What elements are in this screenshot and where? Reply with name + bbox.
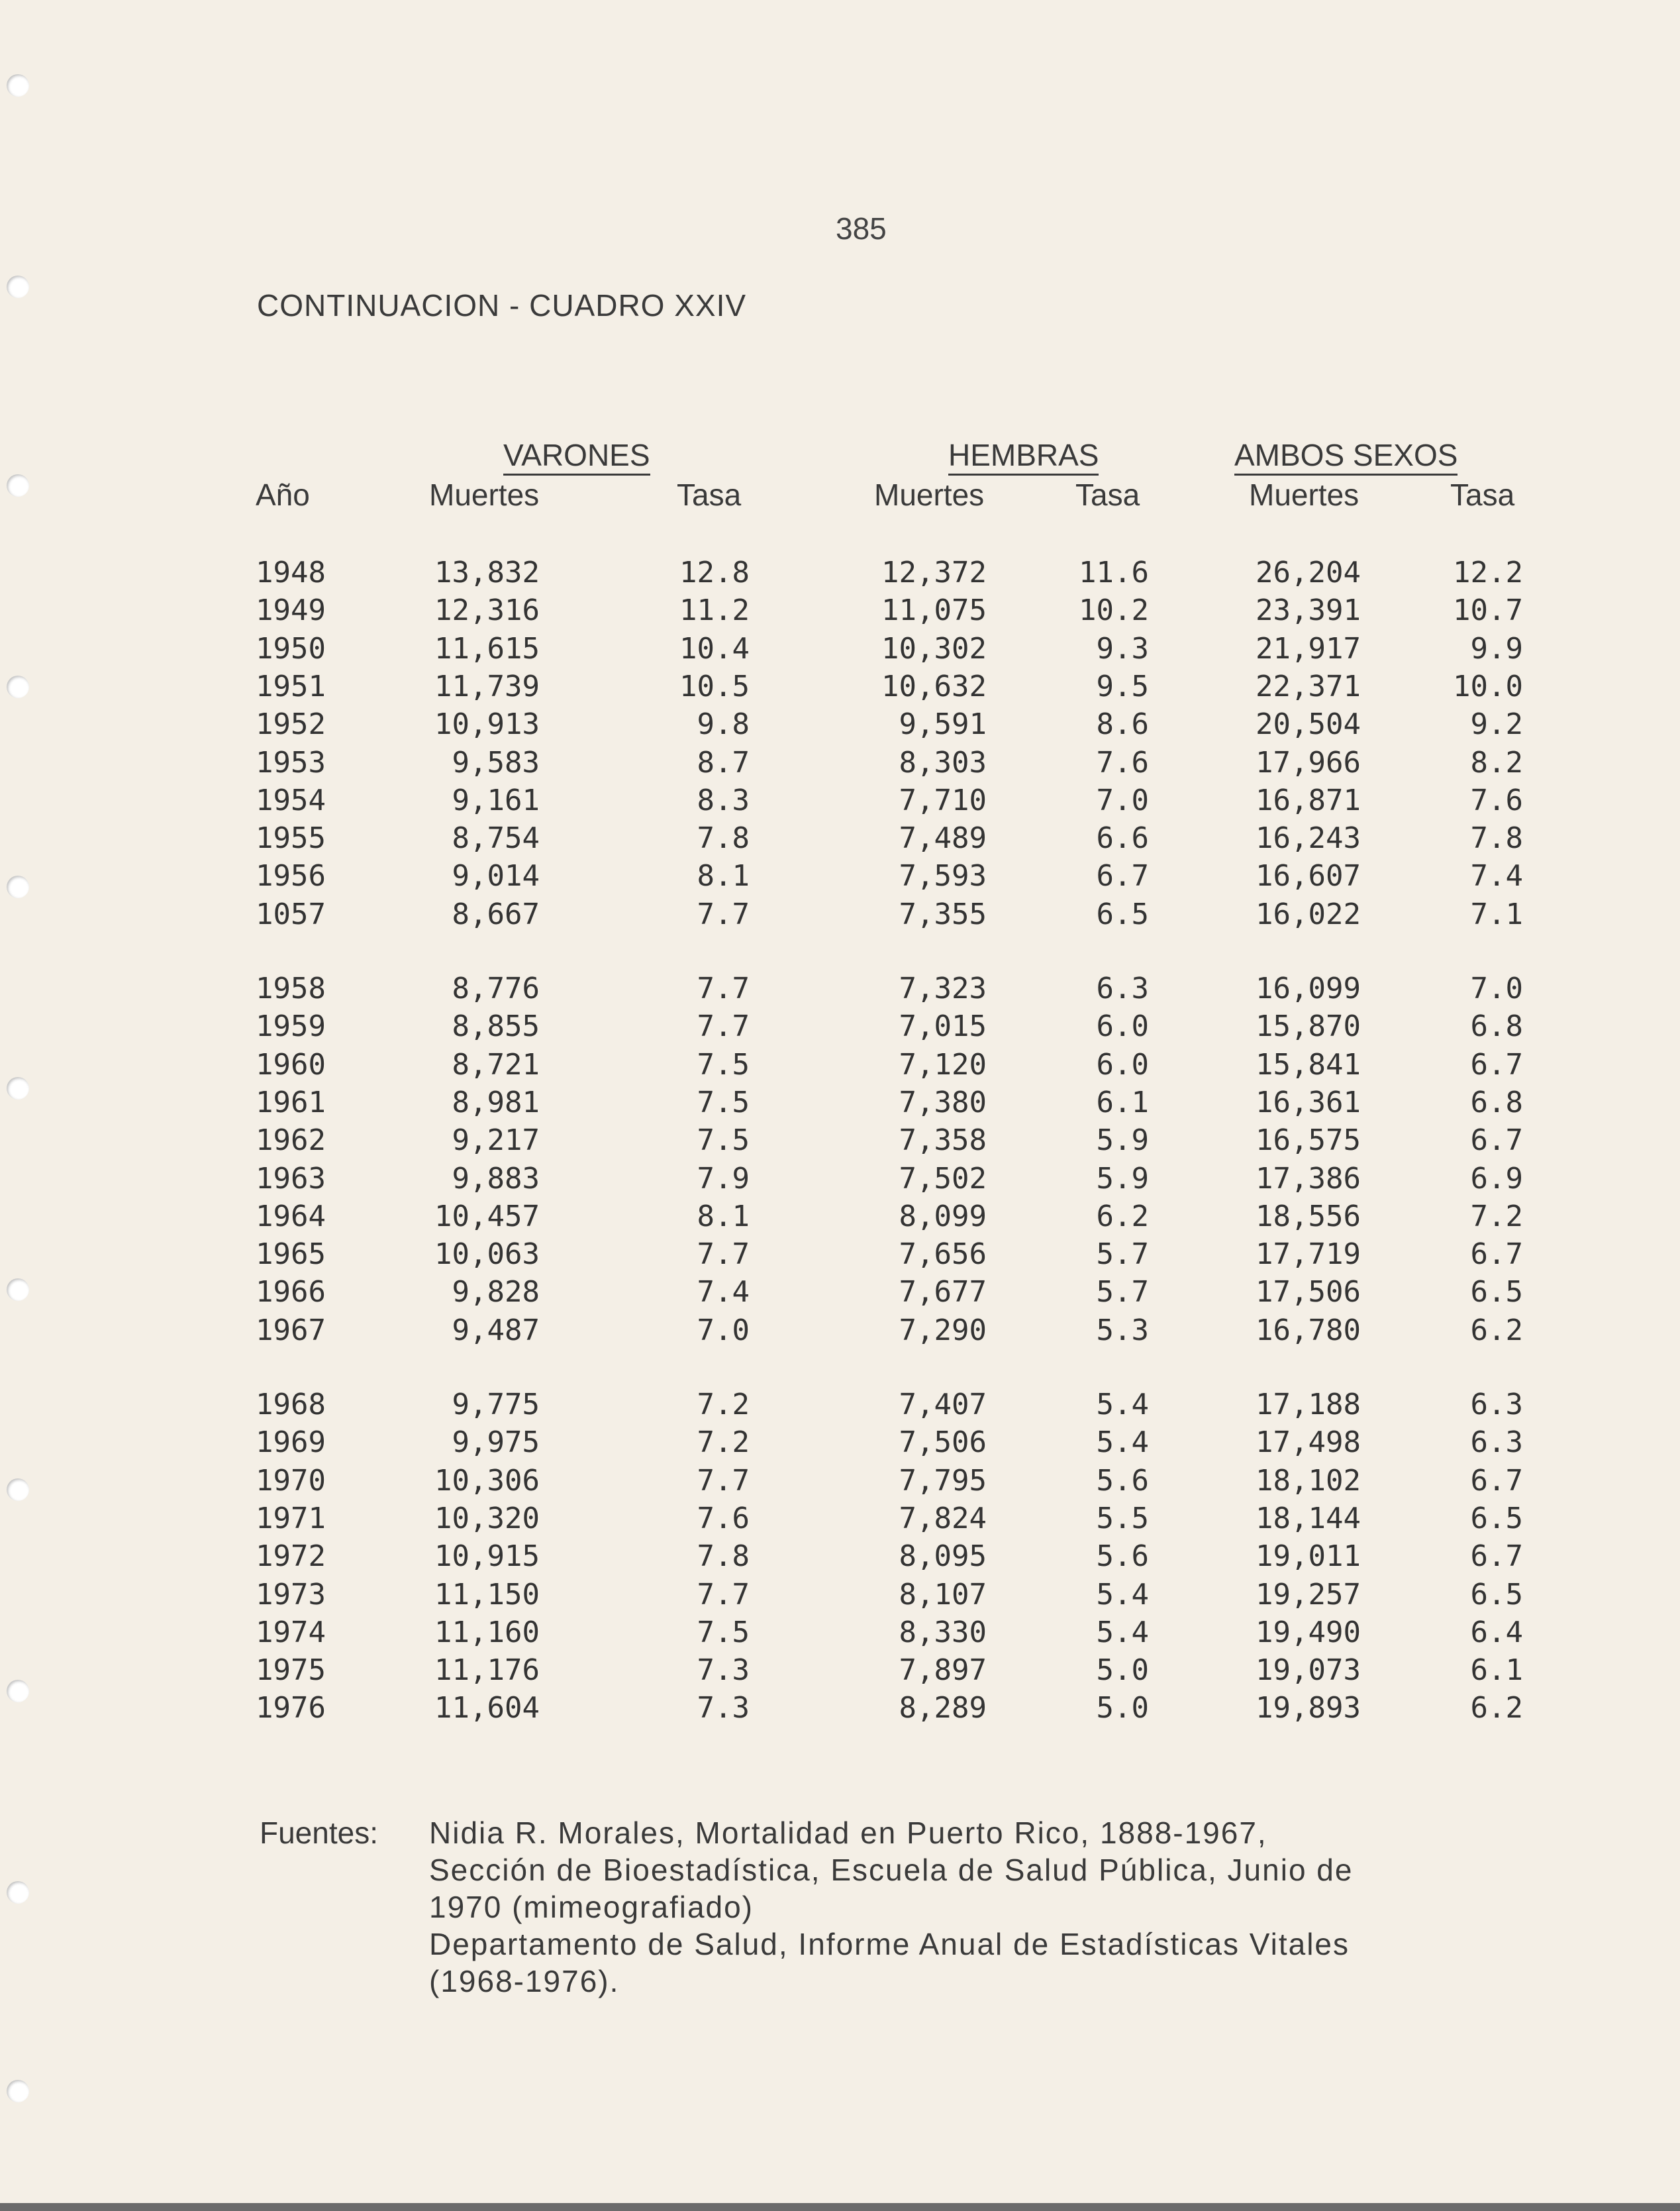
- varones-muertes-cell: 10,913: [434, 707, 540, 742]
- source-line: (1968-1976).: [429, 1964, 620, 1998]
- sources-label: Fuentes:: [260, 1816, 378, 1850]
- varones-tasa-cell: 7.7: [697, 972, 750, 1005]
- ambos-tasa-cell: 10.7: [1453, 593, 1523, 628]
- varones-tasa-cell: 7.4: [697, 1275, 750, 1310]
- varones-muertes-cell: 9,014: [452, 859, 540, 894]
- year-cell: 1962: [256, 1123, 326, 1158]
- ambos-muertes-cell: 22,371: [1256, 669, 1361, 703]
- varones-tasa-cell: 7.5: [697, 1123, 750, 1158]
- ambos-muertes-cell: 23,391: [1256, 593, 1361, 628]
- ambos-tasa-cell: 6.7: [1470, 1463, 1523, 1498]
- hembras-muertes-cell: 7,593: [899, 859, 987, 894]
- varones-muertes-cell: 11,150: [434, 1577, 540, 1612]
- ambos-muertes-cell: 16,361: [1256, 1085, 1361, 1119]
- page-bottom-edge: [0, 2203, 1680, 2211]
- varones-tasa-cell: 7.8: [697, 821, 750, 856]
- hembras-tasa-cell: 6.5: [1096, 897, 1149, 931]
- varones-muertes-cell: 9,583: [452, 745, 540, 780]
- ambos-tasa-cell: 6.2: [1470, 1313, 1523, 1347]
- hembras-tasa-cell: 6.0: [1096, 1047, 1149, 1082]
- binder-hole: [7, 2080, 29, 2102]
- varones-tasa-cell: 7.3: [697, 1691, 750, 1725]
- hembras-muertes-cell: 7,120: [899, 1047, 987, 1082]
- varones-muertes-cell: 11,176: [434, 1653, 540, 1688]
- varones-tasa-cell: 7.9: [697, 1161, 750, 1196]
- year-cell: 1970: [256, 1463, 326, 1498]
- column-header-year: Año: [256, 478, 310, 512]
- ambos-muertes-cell: 19,257: [1256, 1577, 1361, 1612]
- table-row: [0, 782, 1680, 820]
- column-header-varones-tasa: Tasa: [677, 478, 742, 512]
- varones-tasa-cell: 9.8: [697, 707, 750, 742]
- hembras-tasa-cell: 11.6: [1079, 556, 1149, 590]
- table-row: [0, 896, 1680, 934]
- varones-muertes-cell: 9,883: [452, 1161, 540, 1196]
- group-header-hembras: [948, 437, 1099, 473]
- group-header-ambos: [1234, 437, 1458, 473]
- varones-tasa-cell: 7.6: [697, 1501, 750, 1535]
- ambos-muertes-cell: 18,144: [1256, 1501, 1361, 1535]
- year-cell: 1955: [256, 821, 326, 856]
- varones-tasa-cell: 7.2: [697, 1425, 750, 1460]
- binder-hole: [7, 276, 29, 298]
- year-cell: 1973: [256, 1577, 326, 1612]
- hembras-tasa-cell: 5.4: [1096, 1577, 1149, 1612]
- varones-tasa-cell: 8.7: [697, 745, 750, 780]
- ambos-tasa-cell: 6.7: [1470, 1539, 1523, 1574]
- varones-tasa-cell: 7.2: [697, 1388, 750, 1421]
- hembras-muertes-cell: 8,107: [899, 1577, 987, 1612]
- varones-muertes-cell: 9,828: [452, 1275, 540, 1310]
- year-cell: 1965: [256, 1237, 326, 1272]
- group-header-ambos-label: AMBOS SEXOS: [1234, 438, 1458, 472]
- ambos-muertes-cell: 17,188: [1256, 1388, 1361, 1421]
- varones-muertes-cell: 9,975: [452, 1425, 540, 1460]
- hembras-tasa-cell: 9.5: [1096, 669, 1149, 703]
- year-cell: 1960: [256, 1047, 326, 1082]
- ambos-tasa-cell: 7.2: [1470, 1199, 1523, 1233]
- ambos-muertes-cell: 16,099: [1256, 972, 1361, 1005]
- ambos-muertes-cell: 16,871: [1256, 783, 1361, 817]
- year-cell: 1949: [256, 593, 326, 628]
- hembras-tasa-cell: 5.0: [1096, 1653, 1149, 1688]
- ambos-muertes-cell: 19,073: [1256, 1653, 1361, 1688]
- table-row: [0, 705, 1680, 744]
- table-row: [0, 1386, 1680, 1424]
- table-row: [0, 1500, 1680, 1538]
- varones-tasa-cell: 10.5: [679, 669, 750, 703]
- hembras-tasa-cell: 6.2: [1096, 1199, 1149, 1233]
- hembras-muertes-cell: 12,372: [881, 556, 987, 590]
- ambos-tasa-cell: 7.0: [1470, 972, 1523, 1005]
- hembras-tasa-cell: 6.1: [1096, 1085, 1149, 1119]
- varones-tasa-cell: 7.7: [697, 1237, 750, 1272]
- varones-muertes-cell: 11,615: [434, 631, 540, 666]
- hembras-muertes-cell: 8,095: [899, 1539, 987, 1574]
- ambos-muertes-cell: 16,022: [1256, 897, 1361, 931]
- ambos-muertes-cell: 20,504: [1256, 707, 1361, 742]
- ambos-muertes-cell: 16,607: [1256, 859, 1361, 894]
- table-row: [0, 1121, 1680, 1160]
- ambos-muertes-cell: 15,870: [1256, 1009, 1361, 1044]
- table-row: [0, 1311, 1680, 1350]
- hembras-tasa-cell: 5.9: [1096, 1123, 1149, 1158]
- table-row: [0, 591, 1680, 630]
- ambos-tasa-cell: 6.7: [1470, 1123, 1523, 1158]
- year-cell: 1961: [256, 1085, 326, 1119]
- group-header-varones: [503, 437, 650, 473]
- varones-muertes-cell: 12,316: [434, 593, 540, 628]
- varones-muertes-cell: 8,667: [452, 897, 540, 931]
- varones-muertes-cell: 10,457: [434, 1199, 540, 1233]
- ambos-muertes-cell: 26,204: [1256, 556, 1361, 590]
- year-cell: 1953: [256, 745, 326, 780]
- ambos-tasa-cell: 6.3: [1470, 1425, 1523, 1460]
- varones-muertes-cell: 10,320: [434, 1501, 540, 1535]
- ambos-tasa-cell: 10.0: [1453, 669, 1523, 703]
- binder-hole: [7, 474, 29, 497]
- ambos-tasa-cell: 6.1: [1470, 1653, 1523, 1688]
- varones-tasa-cell: 8.1: [697, 859, 750, 894]
- hembras-tasa-cell: 6.6: [1096, 821, 1149, 856]
- source-line: 1970 (mimeografiado): [429, 1890, 754, 1924]
- hembras-muertes-cell: 8,289: [899, 1691, 987, 1725]
- varones-tasa-cell: 7.7: [697, 1577, 750, 1612]
- varones-muertes-cell: 8,981: [452, 1085, 540, 1119]
- varones-muertes-cell: 8,855: [452, 1009, 540, 1044]
- varones-tasa-cell: 7.7: [697, 897, 750, 931]
- year-cell: 1959: [256, 1009, 326, 1044]
- table-row: [0, 1273, 1680, 1311]
- year-cell: 1954: [256, 783, 326, 817]
- varones-tasa-cell: 7.7: [697, 1009, 750, 1044]
- source-line: Nidia R. Morales, Mortalidad en Puerto Rico, 1888-1967,: [429, 1816, 1267, 1850]
- ambos-tasa-cell: 7.8: [1470, 821, 1523, 856]
- year-cell: 1975: [256, 1653, 326, 1688]
- varones-tasa-cell: 7.7: [697, 1463, 750, 1498]
- ambos-muertes-cell: 18,102: [1256, 1463, 1361, 1498]
- hembras-muertes-cell: 8,099: [899, 1199, 987, 1233]
- hembras-tasa-cell: 5.7: [1096, 1275, 1149, 1310]
- table-row: [0, 1235, 1680, 1274]
- hembras-tasa-cell: 5.3: [1096, 1313, 1149, 1347]
- year-cell: 1966: [256, 1275, 326, 1310]
- ambos-tasa-cell: 6.8: [1470, 1009, 1523, 1044]
- year-cell: 1974: [256, 1615, 326, 1649]
- ambos-muertes-cell: 17,498: [1256, 1425, 1361, 1460]
- hembras-muertes-cell: 7,677: [899, 1275, 987, 1310]
- year-cell: 1969: [256, 1425, 326, 1460]
- hembras-muertes-cell: 8,330: [899, 1615, 987, 1649]
- year-cell: 1968: [256, 1388, 326, 1421]
- ambos-muertes-cell: 16,243: [1256, 821, 1361, 856]
- hembras-tasa-cell: 9.3: [1096, 631, 1149, 666]
- ambos-tasa-cell: 12.2: [1453, 556, 1523, 590]
- hembras-muertes-cell: 7,656: [899, 1237, 987, 1272]
- page-number: 385: [836, 211, 887, 246]
- year-cell: 1057: [256, 897, 326, 931]
- group-header-hembras-label: HEMBRAS: [948, 438, 1099, 472]
- year-cell: 1964: [256, 1199, 326, 1233]
- table-row: [0, 1423, 1680, 1462]
- ambos-tasa-cell: 6.7: [1470, 1047, 1523, 1082]
- underline: [503, 474, 650, 476]
- group-header-varones-label: VARONES: [503, 438, 650, 472]
- ambos-tasa-cell: 6.7: [1470, 1237, 1523, 1272]
- year-cell: 1972: [256, 1539, 326, 1574]
- table-row: [0, 1537, 1680, 1576]
- hembras-muertes-cell: 7,824: [899, 1501, 987, 1535]
- varones-tasa-cell: 8.1: [697, 1199, 750, 1233]
- year-cell: 1951: [256, 669, 326, 703]
- hembras-muertes-cell: 7,323: [899, 972, 987, 1005]
- varones-tasa-cell: 7.5: [697, 1615, 750, 1649]
- hembras-muertes-cell: 9,591: [899, 707, 987, 742]
- varones-muertes-cell: 9,775: [452, 1388, 540, 1421]
- year-cell: 1950: [256, 631, 326, 666]
- table-row: [0, 970, 1680, 1008]
- hembras-tasa-cell: 6.3: [1096, 972, 1149, 1005]
- hembras-tasa-cell: 5.0: [1096, 1691, 1149, 1725]
- column-header-ambos-tasa: Tasa: [1450, 478, 1515, 512]
- year-cell: 1952: [256, 707, 326, 742]
- table-row: [0, 744, 1680, 782]
- table-row: [0, 819, 1680, 858]
- varones-tasa-cell: 7.3: [697, 1653, 750, 1688]
- hembras-tasa-cell: 5.6: [1096, 1463, 1149, 1498]
- ambos-tasa-cell: 6.5: [1470, 1577, 1523, 1612]
- column-header-varones-muertes: Muertes: [429, 478, 540, 512]
- hembras-muertes-cell: 10,632: [881, 669, 987, 703]
- varones-muertes-cell: 11,604: [434, 1691, 540, 1725]
- year-cell: 1971: [256, 1501, 326, 1535]
- binder-hole: [7, 74, 29, 97]
- hembras-muertes-cell: 7,506: [899, 1425, 987, 1460]
- varones-muertes-cell: 9,161: [452, 783, 540, 817]
- table-row: [0, 1007, 1680, 1046]
- ambos-tasa-cell: 6.2: [1470, 1691, 1523, 1725]
- table-title: CONTINUACION - CUADRO XXIV: [257, 288, 747, 323]
- table-row: [0, 1160, 1680, 1198]
- hembras-tasa-cell: 7.0: [1096, 783, 1149, 817]
- varones-muertes-cell: 11,160: [434, 1615, 540, 1649]
- column-header-ambos-muertes: Muertes: [1249, 478, 1359, 512]
- ambos-tasa-cell: 6.3: [1470, 1388, 1523, 1421]
- hembras-tasa-cell: 5.6: [1096, 1539, 1149, 1574]
- ambos-muertes-cell: 19,490: [1256, 1615, 1361, 1649]
- varones-tasa-cell: 12.8: [679, 556, 750, 590]
- ambos-tasa-cell: 6.9: [1470, 1161, 1523, 1196]
- source-line: Departamento de Salud, Informe Anual de Estadísticas Vitales: [429, 1927, 1350, 1961]
- table-row: [0, 554, 1680, 592]
- ambos-tasa-cell: 9.9: [1470, 631, 1523, 666]
- ambos-tasa-cell: 6.5: [1470, 1501, 1523, 1535]
- varones-muertes-cell: 8,721: [452, 1047, 540, 1082]
- varones-tasa-cell: 11.2: [679, 593, 750, 628]
- varones-tasa-cell: 7.0: [697, 1313, 750, 1347]
- hembras-muertes-cell: 7,355: [899, 897, 987, 931]
- varones-tasa-cell: 7.8: [697, 1539, 750, 1574]
- hembras-muertes-cell: 7,290: [899, 1313, 987, 1347]
- hembras-muertes-cell: 7,407: [899, 1388, 987, 1421]
- underline: [1234, 474, 1458, 476]
- hembras-tasa-cell: 8.6: [1096, 707, 1149, 742]
- hembras-muertes-cell: 11,075: [881, 593, 987, 628]
- ambos-muertes-cell: 16,575: [1256, 1123, 1361, 1158]
- table-row: [0, 1576, 1680, 1614]
- hembras-tasa-cell: 6.0: [1096, 1009, 1149, 1044]
- ambos-muertes-cell: 17,506: [1256, 1275, 1361, 1310]
- underline: [948, 474, 1099, 476]
- ambos-tasa-cell: 7.1: [1470, 897, 1523, 931]
- ambos-muertes-cell: 17,719: [1256, 1237, 1361, 1272]
- hembras-tasa-cell: 5.7: [1096, 1237, 1149, 1272]
- table-row: [0, 630, 1680, 668]
- hembras-muertes-cell: 7,897: [899, 1653, 987, 1688]
- varones-muertes-cell: 13,832: [434, 556, 540, 590]
- hembras-muertes-cell: 7,489: [899, 821, 987, 856]
- ambos-muertes-cell: 18,556: [1256, 1199, 1361, 1233]
- varones-muertes-cell: 10,915: [434, 1539, 540, 1574]
- hembras-muertes-cell: 7,710: [899, 783, 987, 817]
- hembras-tasa-cell: 6.7: [1096, 859, 1149, 894]
- year-cell: 1948: [256, 556, 326, 590]
- ambos-muertes-cell: 15,841: [1256, 1047, 1361, 1082]
- varones-tasa-cell: 7.5: [697, 1085, 750, 1119]
- source-line: Sección de Bioestadística, Escuela de Salud Pública, Junio de: [429, 1853, 1354, 1887]
- hembras-muertes-cell: 7,358: [899, 1123, 987, 1158]
- hembras-muertes-cell: 7,380: [899, 1085, 987, 1119]
- hembras-tasa-cell: 10.2: [1079, 593, 1149, 628]
- ambos-muertes-cell: 19,893: [1256, 1691, 1361, 1725]
- hembras-muertes-cell: 7,015: [899, 1009, 987, 1044]
- year-cell: 1963: [256, 1161, 326, 1196]
- varones-muertes-cell: 9,217: [452, 1123, 540, 1158]
- table-row: [0, 1084, 1680, 1122]
- table-row: [0, 857, 1680, 896]
- ambos-tasa-cell: 9.2: [1470, 707, 1523, 742]
- varones-muertes-cell: 8,776: [452, 972, 540, 1005]
- varones-muertes-cell: 11,739: [434, 669, 540, 703]
- table-row: [0, 1689, 1680, 1727]
- varones-tasa-cell: 7.5: [697, 1047, 750, 1082]
- ambos-muertes-cell: 19,011: [1256, 1539, 1361, 1574]
- year-cell: 1956: [256, 859, 326, 894]
- table-row: [0, 1198, 1680, 1236]
- varones-muertes-cell: 10,063: [434, 1237, 540, 1272]
- ambos-muertes-cell: 17,966: [1256, 745, 1361, 780]
- hembras-tasa-cell: 5.4: [1096, 1388, 1149, 1421]
- year-cell: 1967: [256, 1313, 326, 1347]
- ambos-tasa-cell: 8.2: [1470, 745, 1523, 780]
- hembras-tasa-cell: 7.6: [1096, 745, 1149, 780]
- varones-tasa-cell: 8.3: [697, 783, 750, 817]
- column-header-hembras-tasa: Tasa: [1075, 478, 1140, 512]
- table-row: [0, 668, 1680, 706]
- hembras-muertes-cell: 7,795: [899, 1463, 987, 1498]
- table-row: [0, 1462, 1680, 1500]
- varones-muertes-cell: 8,754: [452, 821, 540, 856]
- varones-muertes-cell: 9,487: [452, 1313, 540, 1347]
- ambos-muertes-cell: 17,386: [1256, 1161, 1361, 1196]
- ambos-tasa-cell: 6.5: [1470, 1275, 1523, 1310]
- year-cell: 1958: [256, 972, 326, 1005]
- ambos-tasa-cell: 7.6: [1470, 783, 1523, 817]
- ambos-muertes-cell: 16,780: [1256, 1313, 1361, 1347]
- varones-tasa-cell: 10.4: [679, 631, 750, 666]
- hembras-muertes-cell: 7,502: [899, 1161, 987, 1196]
- hembras-tasa-cell: 5.4: [1096, 1615, 1149, 1649]
- table-row: [0, 1651, 1680, 1690]
- ambos-tasa-cell: 6.4: [1470, 1615, 1523, 1649]
- ambos-tasa-cell: 6.8: [1470, 1085, 1523, 1119]
- varones-muertes-cell: 10,306: [434, 1463, 540, 1498]
- ambos-tasa-cell: 7.4: [1470, 859, 1523, 894]
- table-row: [0, 1046, 1680, 1084]
- ambos-muertes-cell: 21,917: [1256, 631, 1361, 666]
- year-cell: 1976: [256, 1691, 326, 1725]
- binder-hole: [7, 1881, 29, 1904]
- hembras-tasa-cell: 5.9: [1096, 1161, 1149, 1196]
- hembras-tasa-cell: 5.5: [1096, 1501, 1149, 1535]
- hembras-muertes-cell: 8,303: [899, 745, 987, 780]
- hembras-tasa-cell: 5.4: [1096, 1425, 1149, 1460]
- table-row: [0, 1614, 1680, 1652]
- column-header-hembras-muertes: Muertes: [874, 478, 985, 512]
- hembras-muertes-cell: 10,302: [881, 631, 987, 666]
